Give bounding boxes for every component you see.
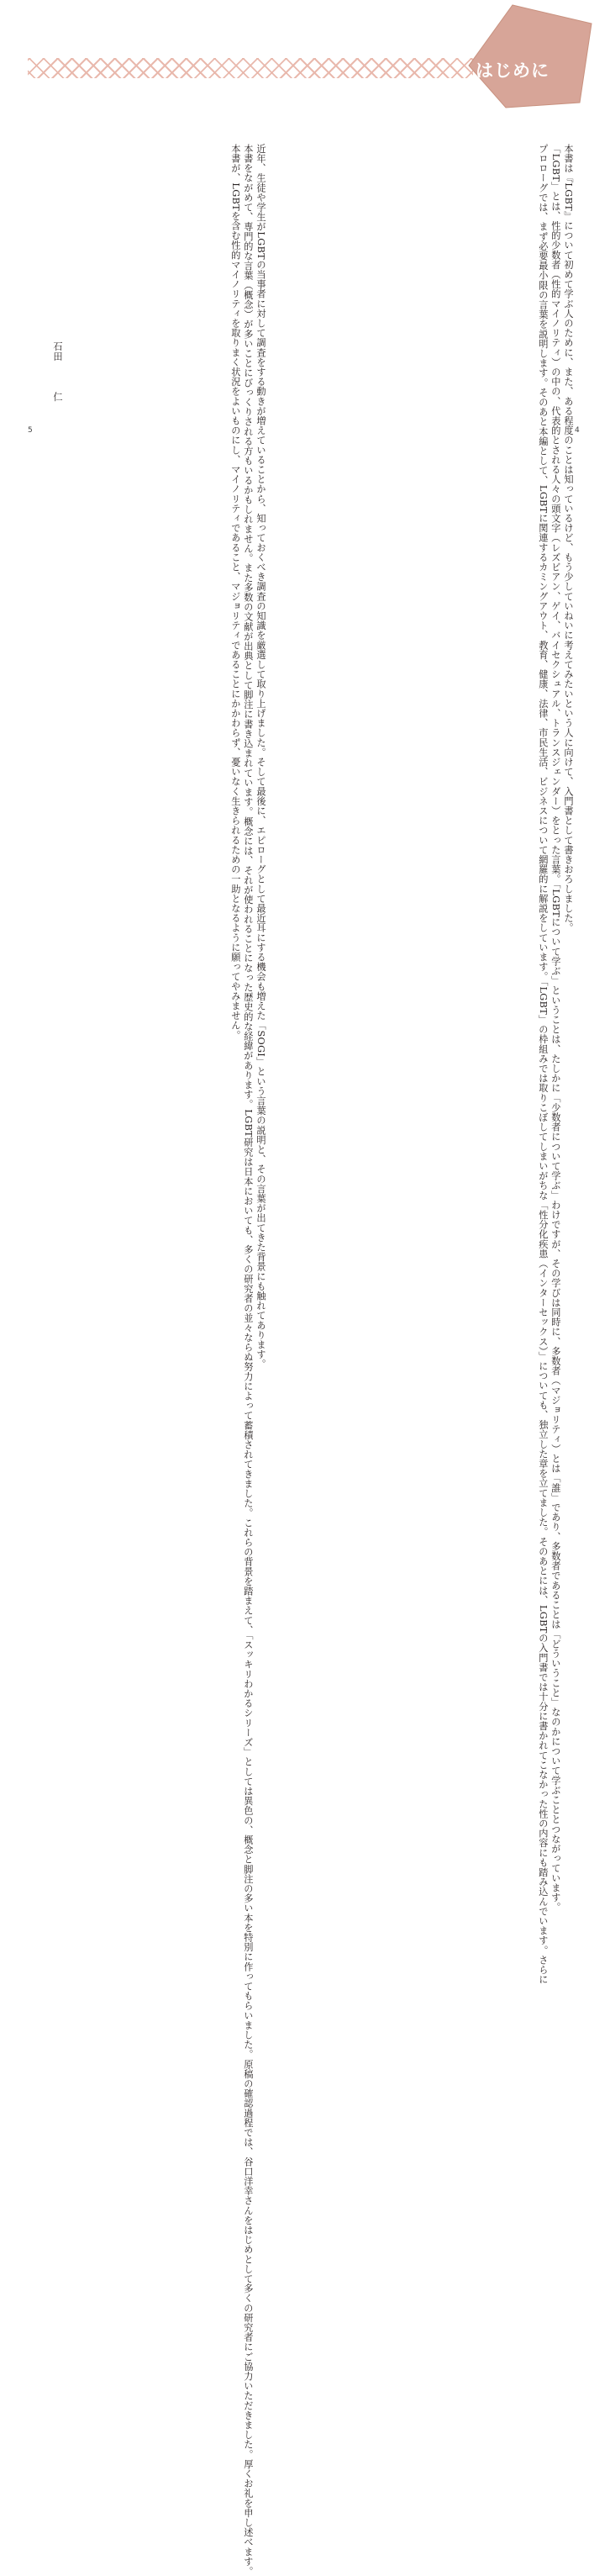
page-number-left: 5: [28, 426, 33, 435]
author-surname: 石田: [52, 341, 63, 362]
author-given-name: 仁: [52, 391, 63, 402]
body-paragraph: 「LGBT」とは、性的少数者（性的マイノリティ）の中の、代表的とされる人々の頭文字（レズビアン、ゲイ、バイセクシュアル、トランスジェンダー）をとった言葉。「LGBTについて学ぶ」ということは、たしかに「少数者について学ぶ」わけですが、その学びは同時に、多数者（マジョリティ）とは「誰」であり、多数者であることは「どういうこと」なのかについて学ぶこととつながっています。: [550, 144, 561, 1913]
author-signature: [50, 341, 64, 402]
right-page-body: [297, 135, 575, 1985]
body-paragraph: 近年、生徒や学生がLGBTの当事者に対して調査をする動きが増えていることから、知っておくべき調査の知識を厳選して取り上げました。そして最後に、エピローグとして最近耳にする機会も増えた「SOGI」という言葉の説明と、その言葉が出てきた背景にも触れてあります。: [255, 144, 266, 1370]
body-paragraph: 本書が、LGBTを含む性的マイノリティを取りまく状況をよいものにし、マイノリティであること、マジョリティであることにかかわらず、憂いなく生きられるための一助となるように願ってやみません。: [229, 144, 241, 1041]
page-number-right: 4: [575, 426, 580, 435]
page-title: はじめに: [476, 61, 550, 81]
body-paragraph: 本書は『LGBT』について初めて学ぶ人のために、また、ある程度のことは知っているけど、もう少していねいに考えてみたいという人に向けて、入門書として書きおろしました。: [563, 144, 574, 933]
body-paragraph: 本書をながめて、専門的な言葉（概念）が多いことにびっくりされる方もいるかもしれません。また多数の文献が出典として脚注に書き込まれています。概念には、それが使われることになった歴史的な経緯があります。LGBT研究は日本においても、多くの研究者の並々ならぬ努力によって蓄積されてきました。これらの背景を踏まえて、「スッキリわかるシリーズ」としては異色の、概念と脚注の多い本を特別に作ってもらいました。原稿の確認過程では、谷口洋幸さんをはじめとして多くの研究者にご協力いただきました。厚くお礼を申し述べます。: [242, 144, 254, 2576]
body-paragraph: プロローグでは、まず必要最小限の言葉を説明します。そのあと本編として、LGBTに関連するカミングアウト、教育、健康、法律、市民生活、ビジネスについて網羅的に解説をしています。「LGBT」の枠組みでは取りこぼしてしまいがちな「性分化疾患（インターセックス）」についても、独立した章を立てました。そのあとには、LGBTの入門書では十分に書かれてこなかった性の内容にも踏み込んでいます。さらに: [537, 144, 549, 1985]
